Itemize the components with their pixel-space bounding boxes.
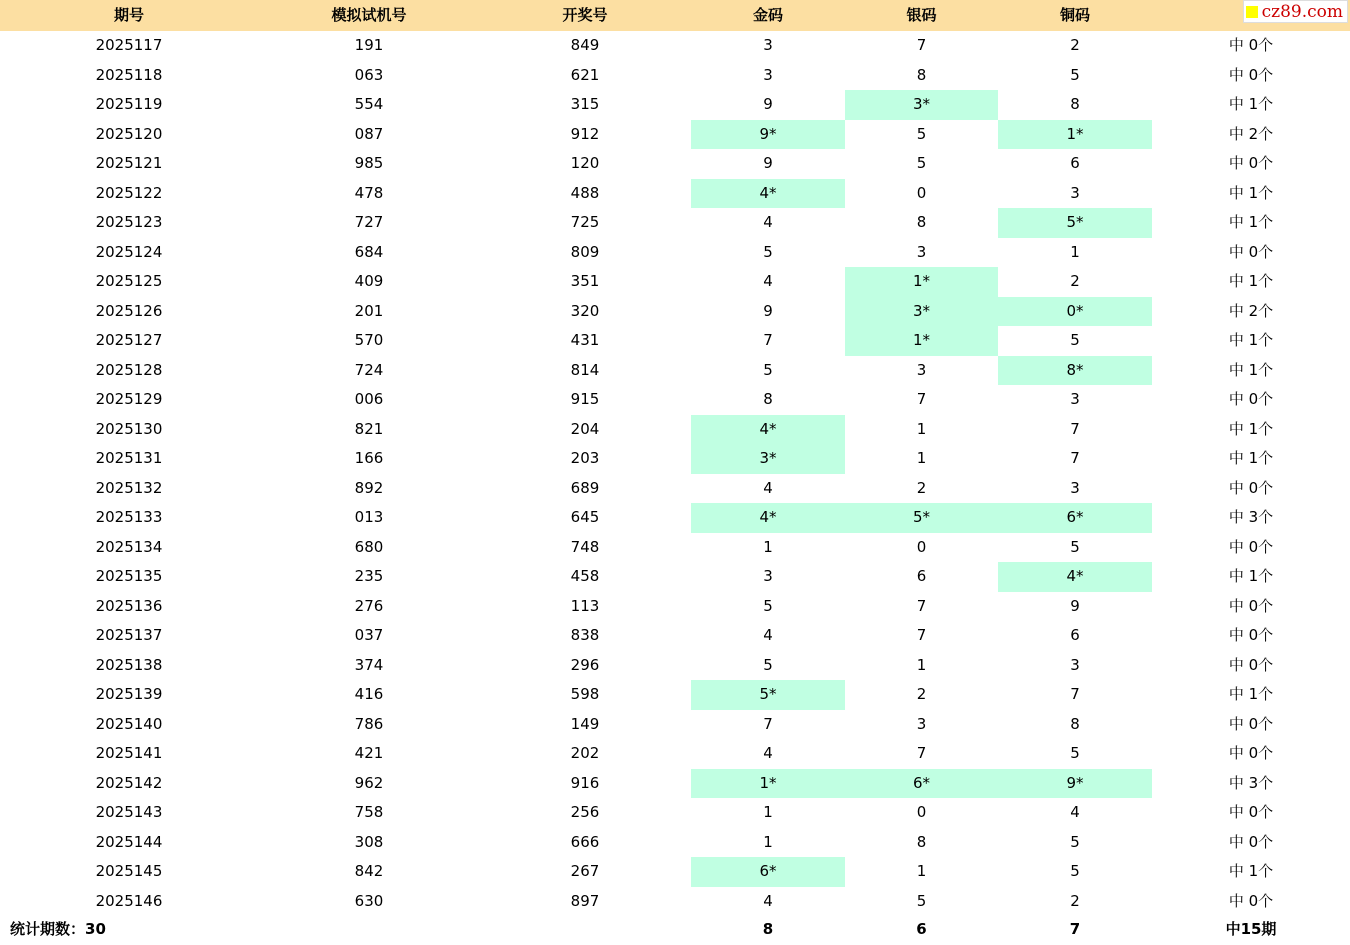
cell-copper: 1 xyxy=(1070,242,1080,261)
cell-silver: 8 xyxy=(916,832,927,851)
table-row xyxy=(0,415,1350,445)
table-row xyxy=(0,120,1350,150)
footer-copper: 7 xyxy=(1069,920,1081,938)
cell-sim: 842 xyxy=(354,862,384,880)
table-row xyxy=(0,739,1350,769)
cell-silver: 2 xyxy=(916,685,927,703)
cell-draw: 849 xyxy=(570,36,600,54)
cell-sim: 416 xyxy=(354,685,384,703)
cell-hit: 中 3个 xyxy=(1228,773,1274,792)
cell-period: 2025136 xyxy=(95,596,163,615)
table-row xyxy=(0,503,1350,533)
cell-draw: 809 xyxy=(570,242,600,261)
cell-draw: 120 xyxy=(570,154,600,172)
cell-draw: 838 xyxy=(570,626,600,644)
cell-copper: 7 xyxy=(1070,419,1080,438)
cell-copper: 5 xyxy=(1070,832,1080,851)
cell-sim: 680 xyxy=(354,537,384,556)
cell-sim: 013 xyxy=(354,508,384,526)
cell-copper: 4 xyxy=(1070,803,1080,821)
table-row xyxy=(0,61,1350,91)
cell-copper: 3 xyxy=(1070,390,1080,408)
cell-sim: 409 xyxy=(354,272,384,290)
cell-sim: 727 xyxy=(354,213,384,231)
cell-draw: 666 xyxy=(570,832,600,851)
cell-silver: 7 xyxy=(916,390,927,408)
cell-draw: 320 xyxy=(570,301,600,320)
cell-gold: 1 xyxy=(763,537,773,556)
cell-period: 2025145 xyxy=(95,862,163,880)
cell-sim: 684 xyxy=(354,242,384,261)
cell-draw: 267 xyxy=(570,862,600,880)
cell-draw: 315 xyxy=(570,95,600,113)
cell-gold: 9 xyxy=(763,154,773,172)
cell-sim: 724 xyxy=(354,360,384,379)
cell-draw: 897 xyxy=(570,891,600,910)
cell-period: 2025123 xyxy=(95,213,163,231)
cell-period: 2025133 xyxy=(95,508,163,526)
cell-hit: 中 0个 xyxy=(1228,478,1274,497)
cell-hit: 中 0个 xyxy=(1228,626,1274,644)
cell-hit: 中 0个 xyxy=(1228,744,1274,762)
cell-gold: 5 xyxy=(763,596,773,615)
cell-gold: 4 xyxy=(763,478,773,497)
cell-hit: 中 1个 xyxy=(1228,567,1274,585)
cell-copper: 5* xyxy=(998,208,1152,238)
cell-draw: 458 xyxy=(570,567,600,585)
cell-gold: 6* xyxy=(691,857,845,887)
cell-silver: 3 xyxy=(916,714,927,733)
cell-gold: 4* xyxy=(691,179,845,209)
cell-period: 2025143 xyxy=(95,803,163,821)
cell-draw: 204 xyxy=(570,419,600,438)
table-row xyxy=(0,562,1350,592)
cell-copper: 0* xyxy=(998,297,1152,327)
cell-copper: 9* xyxy=(998,769,1152,799)
cell-silver: 7 xyxy=(916,596,927,615)
cell-sim: 892 xyxy=(354,478,384,497)
cell-draw: 748 xyxy=(570,537,600,556)
cell-copper: 8* xyxy=(998,356,1152,386)
logo-square-icon xyxy=(1246,6,1258,18)
cell-copper: 2 xyxy=(1070,272,1080,290)
cell-gold: 1 xyxy=(763,832,773,851)
cell-hit: 中 0个 xyxy=(1228,714,1274,733)
cell-period: 2025127 xyxy=(95,331,163,349)
cell-gold: 4 xyxy=(763,891,773,910)
cell-period: 2025139 xyxy=(95,685,163,703)
cell-gold: 1* xyxy=(691,769,845,799)
cell-period: 2025131 xyxy=(95,449,163,467)
cell-silver: 6* xyxy=(845,769,998,799)
cell-copper: 5 xyxy=(1070,331,1080,349)
cell-sim: 087 xyxy=(354,124,384,143)
cell-gold: 3 xyxy=(763,65,773,84)
cell-gold: 5 xyxy=(763,242,773,261)
cell-copper: 5 xyxy=(1070,744,1080,762)
cell-draw: 915 xyxy=(570,390,600,408)
cell-draw: 645 xyxy=(570,508,600,526)
cell-copper: 1* xyxy=(998,120,1152,150)
cell-period: 2025126 xyxy=(95,301,163,320)
cell-copper: 5 xyxy=(1070,862,1080,880)
cell-gold: 9 xyxy=(763,301,773,320)
cell-gold: 3* xyxy=(691,444,845,474)
cell-period: 2025134 xyxy=(95,537,163,556)
table-row xyxy=(0,267,1350,297)
cell-silver: 1* xyxy=(845,326,998,356)
cell-period: 2025128 xyxy=(95,360,163,379)
cell-period: 2025119 xyxy=(95,95,163,113)
cell-sim: 374 xyxy=(354,655,384,674)
cell-copper: 9 xyxy=(1070,596,1080,615)
cell-hit: 中 0个 xyxy=(1228,36,1274,54)
cell-period: 2025140 xyxy=(95,714,163,733)
cell-period: 2025120 xyxy=(95,124,163,143)
cell-copper: 2 xyxy=(1070,36,1080,54)
cell-draw: 621 xyxy=(570,65,600,84)
cell-draw: 912 xyxy=(570,124,600,143)
cell-copper: 3 xyxy=(1070,655,1080,674)
table-row xyxy=(0,208,1350,238)
table-row xyxy=(0,651,1350,681)
footer-hit: 中15期 xyxy=(1225,920,1277,938)
cell-copper: 7 xyxy=(1070,685,1080,703)
cell-hit: 中 1个 xyxy=(1228,272,1274,290)
cell-hit: 中 0个 xyxy=(1228,154,1274,172)
table-row xyxy=(0,90,1350,120)
cell-period: 2025118 xyxy=(95,65,163,84)
cell-hit: 中 0个 xyxy=(1228,596,1274,615)
table-row xyxy=(0,887,1350,917)
cell-period: 2025117 xyxy=(95,36,163,54)
cell-gold: 4 xyxy=(763,626,773,644)
watermark-text: cz89.com xyxy=(1261,1,1343,22)
cell-gold: 4 xyxy=(763,744,773,762)
cell-sim: 570 xyxy=(354,331,384,349)
cell-hit: 中 1个 xyxy=(1228,862,1274,880)
cell-draw: 916 xyxy=(570,773,600,792)
cell-silver: 8 xyxy=(916,65,927,84)
cell-draw: 203 xyxy=(570,449,600,467)
cell-period: 2025121 xyxy=(95,154,163,172)
footer-label: 统计期数：30 xyxy=(10,920,106,938)
header-period: 期号 xyxy=(113,6,144,24)
cell-copper: 6 xyxy=(1070,626,1080,644)
cell-gold: 4 xyxy=(763,272,773,290)
cell-hit: 中 1个 xyxy=(1228,419,1274,438)
table-row xyxy=(0,828,1350,858)
table-footer xyxy=(0,914,1350,944)
cell-draw: 598 xyxy=(570,685,600,703)
table-row xyxy=(0,592,1350,622)
cell-gold: 9 xyxy=(763,95,773,113)
cell-gold: 5 xyxy=(763,655,773,674)
watermark-logo xyxy=(1243,0,1348,23)
cell-silver: 5 xyxy=(916,124,927,143)
cell-gold: 7 xyxy=(763,331,773,349)
cell-hit: 中 0个 xyxy=(1228,832,1274,851)
cell-sim: 962 xyxy=(354,773,384,792)
cell-hit: 中 1个 xyxy=(1228,183,1274,202)
cell-copper: 5 xyxy=(1070,65,1080,84)
cell-silver: 7 xyxy=(916,744,927,762)
footer-gold: 8 xyxy=(762,920,774,938)
table-row xyxy=(0,149,1350,179)
cell-silver: 7 xyxy=(916,626,927,644)
cell-sim: 985 xyxy=(354,154,384,172)
cell-draw: 149 xyxy=(570,714,600,733)
cell-copper: 5 xyxy=(1070,537,1080,556)
cell-silver: 3 xyxy=(916,360,927,379)
table-row xyxy=(0,31,1350,61)
cell-hit: 中 0个 xyxy=(1228,390,1274,408)
table-row xyxy=(0,769,1350,799)
cell-sim: 235 xyxy=(354,567,384,585)
cell-period: 2025141 xyxy=(95,744,163,762)
table-row xyxy=(0,857,1350,887)
cell-period: 2025124 xyxy=(95,242,163,261)
cell-hit: 中 1个 xyxy=(1228,449,1274,467)
cell-silver: 0 xyxy=(916,537,927,556)
cell-draw: 256 xyxy=(570,803,600,821)
cell-period: 2025138 xyxy=(95,655,163,674)
cell-gold: 8 xyxy=(763,390,773,408)
cell-hit: 中 0个 xyxy=(1228,803,1274,821)
header-draw: 开奖号 xyxy=(562,6,608,24)
cell-copper: 6* xyxy=(998,503,1152,533)
table-row xyxy=(0,326,1350,356)
table-row xyxy=(0,238,1350,268)
cell-gold: 7 xyxy=(763,714,773,733)
cell-gold: 3 xyxy=(763,36,773,54)
cell-gold: 4 xyxy=(763,213,773,231)
cell-sim: 276 xyxy=(354,596,384,615)
table-row xyxy=(0,385,1350,415)
cell-silver: 1 xyxy=(916,419,927,438)
cell-hit: 中 1个 xyxy=(1228,360,1274,379)
cell-period: 2025125 xyxy=(95,272,163,290)
table-row xyxy=(0,533,1350,563)
cell-hit: 中 3个 xyxy=(1228,508,1274,526)
cell-hit: 中 1个 xyxy=(1228,213,1274,231)
cell-period: 2025129 xyxy=(95,390,163,408)
cell-copper: 2 xyxy=(1070,891,1080,910)
cell-draw: 202 xyxy=(570,744,600,762)
cell-silver: 3* xyxy=(845,297,998,327)
cell-sim: 308 xyxy=(354,832,384,851)
cell-draw: 296 xyxy=(570,655,600,674)
cell-copper: 7 xyxy=(1070,449,1080,467)
cell-hit: 中 1个 xyxy=(1228,331,1274,349)
cell-silver: 1 xyxy=(916,655,927,674)
cell-sim: 191 xyxy=(354,36,384,54)
cell-sim: 821 xyxy=(354,419,384,438)
cell-sim: 786 xyxy=(354,714,384,733)
table-row xyxy=(0,179,1350,209)
table-row xyxy=(0,798,1350,828)
cell-hit: 中 0个 xyxy=(1228,65,1274,84)
cell-silver: 1 xyxy=(916,862,927,880)
cell-draw: 431 xyxy=(570,331,600,349)
cell-hit: 中 0个 xyxy=(1228,655,1274,674)
cell-period: 2025130 xyxy=(95,419,163,438)
table-header xyxy=(0,0,1350,31)
cell-silver: 3 xyxy=(916,242,927,261)
cell-sim: 478 xyxy=(354,183,384,202)
cell-silver: 0 xyxy=(916,183,927,202)
cell-sim: 630 xyxy=(354,891,384,910)
table-row xyxy=(0,621,1350,651)
cell-silver: 8 xyxy=(916,213,927,231)
cell-sim: 201 xyxy=(354,301,384,320)
cell-gold: 4* xyxy=(691,503,845,533)
cell-copper: 8 xyxy=(1070,95,1080,113)
table-row xyxy=(0,444,1350,474)
cell-hit: 中 0个 xyxy=(1228,891,1274,910)
cell-period: 2025137 xyxy=(95,626,163,644)
cell-period: 2025144 xyxy=(95,832,163,851)
table-row xyxy=(0,680,1350,710)
cell-copper: 4* xyxy=(998,562,1152,592)
cell-hit: 中 0个 xyxy=(1228,242,1274,261)
cell-sim: 006 xyxy=(354,390,384,408)
cell-period: 2025146 xyxy=(95,891,163,910)
table-row xyxy=(0,356,1350,386)
cell-copper: 6 xyxy=(1070,154,1080,172)
header-silver: 银码 xyxy=(906,6,937,24)
cell-silver: 5* xyxy=(845,503,998,533)
cell-period: 2025142 xyxy=(95,773,163,792)
footer-silver: 6 xyxy=(916,920,927,938)
cell-silver: 6 xyxy=(916,567,927,585)
cell-hit: 中 2个 xyxy=(1228,301,1274,320)
cell-period: 2025132 xyxy=(95,478,163,497)
cell-draw: 113 xyxy=(570,596,600,615)
cell-copper: 3 xyxy=(1070,183,1080,202)
cell-hit: 中 1个 xyxy=(1228,95,1274,113)
cell-copper: 3 xyxy=(1070,478,1080,497)
cell-gold: 3 xyxy=(763,567,773,585)
cell-copper: 8 xyxy=(1070,714,1080,733)
cell-silver: 0 xyxy=(916,803,927,821)
cell-hit: 中 1个 xyxy=(1228,685,1274,703)
cell-silver: 5 xyxy=(916,154,927,172)
header-sim: 模拟试机号 xyxy=(331,6,407,24)
cell-draw: 689 xyxy=(570,478,600,497)
cell-sim: 063 xyxy=(354,65,384,84)
cell-silver: 1* xyxy=(845,267,998,297)
cell-sim: 166 xyxy=(354,449,384,467)
cell-period: 2025122 xyxy=(95,183,163,202)
cell-silver: 2 xyxy=(916,478,927,497)
cell-silver: 7 xyxy=(916,36,927,54)
cell-gold: 5 xyxy=(763,360,773,379)
table-row xyxy=(0,297,1350,327)
cell-sim: 037 xyxy=(354,626,384,644)
cell-gold: 5* xyxy=(691,680,845,710)
cell-sim: 421 xyxy=(354,744,384,762)
cell-silver: 5 xyxy=(916,891,927,910)
cell-sim: 758 xyxy=(354,803,384,821)
cell-draw: 725 xyxy=(570,213,600,231)
cell-silver: 1 xyxy=(916,449,927,467)
cell-sim: 554 xyxy=(354,95,384,113)
cell-silver: 3* xyxy=(845,90,998,120)
table-row xyxy=(0,474,1350,504)
cell-draw: 488 xyxy=(570,183,600,202)
header-gold: 金码 xyxy=(752,6,783,24)
cell-gold: 1 xyxy=(763,803,773,821)
header-copper: 铜码 xyxy=(1059,6,1090,24)
cell-draw: 814 xyxy=(570,360,600,379)
cell-gold: 9* xyxy=(691,120,845,150)
cell-hit: 中 2个 xyxy=(1228,124,1274,143)
cell-draw: 351 xyxy=(570,272,600,290)
cell-period: 2025135 xyxy=(95,567,163,585)
table-row xyxy=(0,710,1350,740)
cell-hit: 中 0个 xyxy=(1228,537,1274,556)
cell-gold: 4* xyxy=(691,415,845,445)
